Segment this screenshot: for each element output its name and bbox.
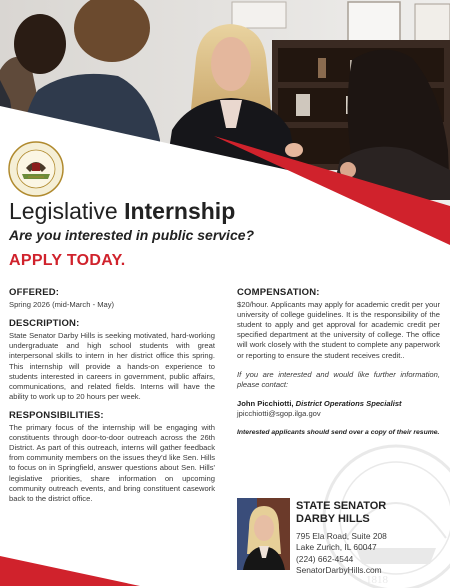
senator-title: STATE SENATOR bbox=[296, 500, 387, 512]
senator-info bbox=[296, 500, 446, 577]
website-link[interactable]: SenatorDarbyHills.com bbox=[296, 565, 382, 576]
contact-email[interactable]: jpicchiotti@sgop.ilga.gov bbox=[237, 408, 321, 418]
right-column bbox=[237, 288, 440, 438]
illinois-state-seal bbox=[8, 141, 64, 197]
resume-note: Interested applicants should send over a copy of their resume. bbox=[237, 429, 440, 437]
responsibilities-heading: RESPONSIBILITIES: bbox=[9, 409, 104, 421]
contact-name: John Picchiotti, bbox=[237, 398, 294, 408]
responsibilities-text: The primary focus of the internship will be engaging with constituents through door-to-door outreach across the 26th District. As part of this outreach, interns will gather feedback from community members on the issues they'd like Sen. Hills to focus on in Springfield, answer questions about Sen. Hills' legislative priorities, share information on upcoming community outreach events, and bring constituent casework back to the district office. bbox=[9, 423, 215, 503]
phone-number[interactable]: (224) 662-4544 bbox=[296, 553, 354, 564]
apply-today-cta: APPLY TODAY. bbox=[9, 252, 126, 269]
bottom-red-accent bbox=[0, 548, 140, 586]
title-bold: Internship bbox=[124, 198, 236, 224]
contact-role: District Operations Specialist bbox=[293, 398, 402, 408]
senator-portrait bbox=[237, 498, 290, 570]
offered-heading: OFFERED: bbox=[9, 287, 60, 298]
subtitle: Are you interested in public service? bbox=[9, 227, 255, 243]
contact-intro: If you are interested and would like further information, please contact: bbox=[237, 369, 440, 389]
compensation-heading: COMPENSATION: bbox=[237, 287, 320, 298]
left-column bbox=[9, 288, 215, 504]
title-light: Legislative bbox=[9, 198, 125, 224]
header bbox=[9, 198, 329, 270]
address-line-2: Lake Zurich, IL 60047 bbox=[296, 542, 377, 553]
page-title bbox=[9, 198, 329, 224]
senator-name: DARBY HILLS bbox=[296, 513, 370, 525]
svg-text:1818: 1818 bbox=[366, 574, 388, 586]
offered-text: Spring 2026 (mid-March - May) bbox=[9, 300, 115, 310]
address-line-1: 795 Ela Road, Suite 208 bbox=[296, 531, 387, 541]
description-text: State Senator Darby Hills is seeking motivated, hard-working undergraduate and high school students with great interpersonal skills to intern in her district office this spring. This internship will provide a hands-on experience to students interested in careers in government, public affairs, communications, and related fields. Interns will have the ability to work up to 20 hours per week. bbox=[9, 331, 215, 401]
senator-block bbox=[237, 498, 447, 580]
compensation-text: $20/hour. Applicants may apply for academic credit per your university of college guidelines. It is the responsibility of the student to apply and get approval for academic credit per specified department at the university of college. The office will work closely with the student to complete any paperwork or reporting to ensure the student receives credit.. bbox=[237, 300, 440, 360]
description-heading: DESCRIPTION: bbox=[9, 318, 80, 330]
